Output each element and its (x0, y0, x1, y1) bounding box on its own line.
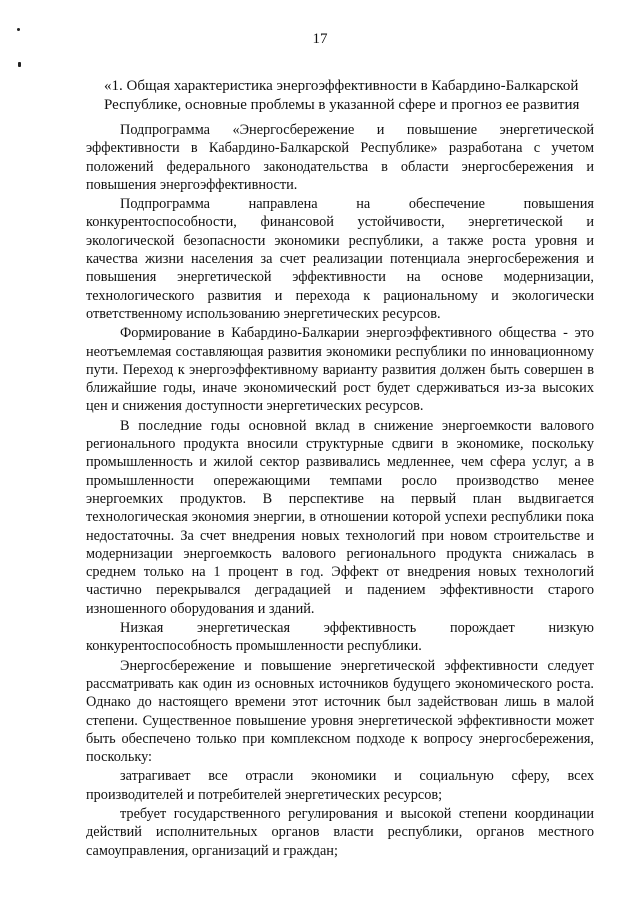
section-heading-line: «1. Общая характеристика энергоэффективности в Кабардино-Балкарской (104, 78, 579, 94)
section-heading-line: Республике, основные проблемы в указанной сфере и прогноз ее развития (104, 97, 580, 113)
paragraph: Формирование в Кабардино-Балкарии энергоэффективного общества - это неотъемлемая составляющая развития экономики республики по инновационному пути. Переход к энергоэффективному варианту развития должен быть совершен в ближайшие годы, иначе экономический рост будет сдерживаться из-за высоких цен и снижения доступности энергетических ресурсов. (86, 325, 594, 415)
scan-speck (18, 62, 21, 67)
paragraph: Низкая энергетическая эффективность порождает низкую конкурентоспособность промышленности республики. (86, 620, 594, 655)
paragraph: Энергосбережение и повышение энергетической эффективности следует рассматривать как один из основных источников будущего экономического роста. Однако до настоящего времени этот источник был задействован лишь в малой степени. Существенное повышение уровня энергетической эффективности может быть обеспечено только при комплексном подходе к вопросу энергосбережения, поскольку: (86, 657, 594, 766)
list-item: затрагивает все отрасли экономики и социальную сферу, всех производителей и потребителей энергетических ресурсов; (86, 768, 594, 803)
list-item: требует государственного регулирования и высокой степени координации действий исполнительных органов власти республики, органов местного самоуправления, организаций и граждан; (86, 805, 594, 859)
paragraph: Подпрограмма «Энергосбережение и повышение энергетической эффективности в Кабардино-Балкарской Республике» разработана с учетом положений федерального законодательства в области энергосбережения и повышения энергоэффективности. (86, 122, 594, 193)
paragraph: В последние годы основной вклад в снижение энергоемкости валового регионального продукта вносили структурные сдвиги в экономике, поскольку промышленность и жилой сектор развивались медленнее, чем сфера услуг, а в промышленности опережающими темпами росло производство менее энергоемких продуктов. В перспективе на первый план выдвигается технологическая экономия энергии, в отношении которой успехи республики пока недостаточны. За счет внедрения новых технологий при новом строительстве и модернизации энергоемкость валового регионального продукта снижалась в среднем только на 1 процент в год. Эффект от внедрения новых технологий частично перекрывался деградацией и падением эффективности старого изношенного оборудования и зданий. (86, 417, 594, 617)
section-heading (104, 77, 604, 115)
page-number: 17 (312, 31, 328, 47)
body-text (86, 121, 594, 860)
paragraph: Подпрограмма направлена на обеспечение повышения конкурентоспособности, финансовой устойчивости, энергетической и экологической безопасности экономики республики, а также роста уровня и качества жизни населения за счет реализации потенциала энергосбережения и повышения энергетической эффективности на основе модернизации, технологического развития и перехода к рациональному и экологически ответственному использованию энергетических ресурсов. (86, 196, 594, 322)
